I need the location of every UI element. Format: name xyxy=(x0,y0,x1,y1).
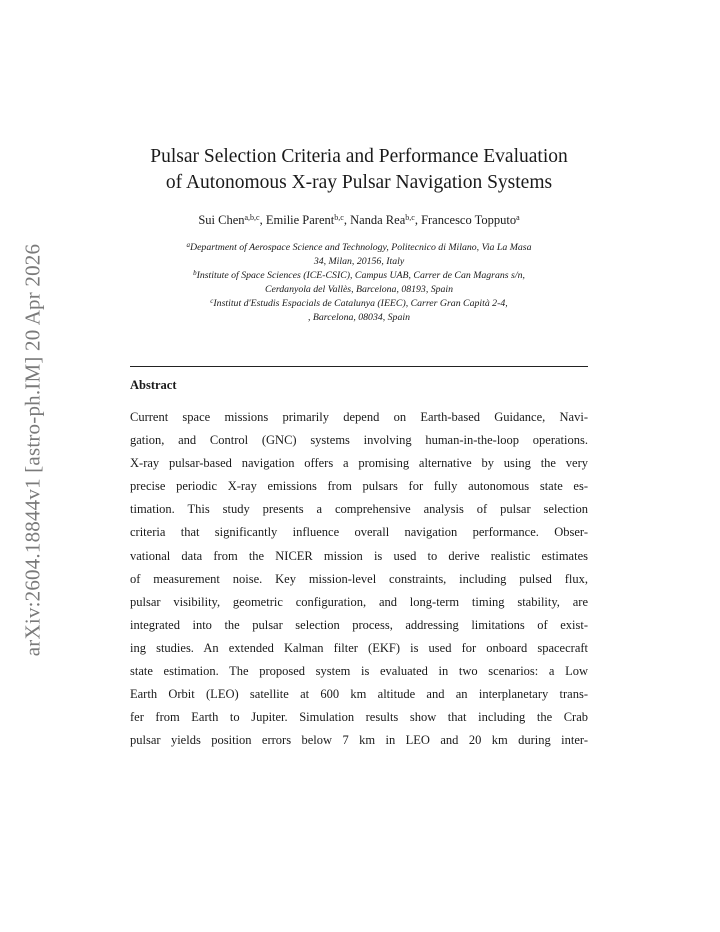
abstract-line: of measurement noise. Key mission-level constraints, including pulsed flux, xyxy=(130,571,588,586)
abstract-line: pulsar visibility, geometric configuration, and long-term timing stability, are xyxy=(130,594,588,609)
abstract-line: integrated into the pulsar selection process, addressing limitations of exist- xyxy=(130,617,588,632)
author: Sui Chen$^{a,b,c}$, xyxy=(198,213,266,227)
abstract-line: ing studies. An extended Kalman filter (EKF) is used for onboard spacecraft xyxy=(130,640,588,655)
author: Nanda Rea$^{b,c}$, xyxy=(350,213,422,227)
affiliation-b: $^b$Institute of Space Sciences (ICE-CSIC), Campus UAB, Carrer de Can Magrans s/n, xyxy=(193,269,525,281)
abstract-line: fer from Earth to Jupiter. Simulation results show that including the Crab xyxy=(130,710,588,725)
author-list xyxy=(130,213,588,228)
abstract-line: criteria that significantly influence overall navigation performance. Obser- xyxy=(130,525,588,540)
title-line-2: of Autonomous X-ray Pulsar Navigation Systems xyxy=(165,172,553,193)
abstract-line: X-ray pulsar-based navigation offers a promising alternative by using the very xyxy=(130,456,588,471)
abstract-heading: Abstract xyxy=(130,378,177,392)
abstract-line: timation. This study presents a comprehensive analysis of pulsar selection xyxy=(130,502,588,517)
affiliation-c-cont: , Barcelona, 08034, Spain xyxy=(308,312,410,323)
title-line-1: Pulsar Selection Criteria and Performance Evaluation xyxy=(150,146,568,167)
abstract-line: pulsar yields position errors below 7 km in LEO and 20 km during inter- xyxy=(130,733,588,748)
abstract-body xyxy=(130,406,588,752)
abstract-line: vational data from the NICER mission is used to derive realistic estimates xyxy=(130,548,588,563)
abstract-line: Earth Orbit (LEO) satellite at 600 km altitude and an interplanetary trans- xyxy=(130,687,588,702)
abstract-line: precise periodic X-ray emissions from pulsars for fully autonomous state es- xyxy=(130,479,588,494)
affiliations xyxy=(130,241,588,325)
affiliation-a-cont: 34, Milan, 20156, Italy xyxy=(313,256,405,267)
affiliation-c: $^c$Institut d'Estudis Espacials de Catalunya (IEEC), Carrer Gran Capità 2-4, xyxy=(210,297,508,309)
arxiv-identifier: arXiv:2604.18844v1 [astro-ph.IM] 20 Apr 2026 xyxy=(20,243,45,657)
affiliation-b-cont: Cerdanyola del Vallès, Barcelona, 08193, Spain xyxy=(264,284,454,295)
affiliation-a: $^a$Department of Aerospace Science and Technology, Politecnico di Milano, Via La Masa xyxy=(186,241,532,253)
abstract-line: Current space missions primarily depend on Earth-based Guidance, Navi- xyxy=(130,410,588,424)
author: Francesco Topputo$^a$ xyxy=(421,213,520,227)
abstract-line: gation, and Control (GNC) systems involving human-in-the-loop operations. xyxy=(130,433,588,448)
abstract-line: state estimation. The proposed system is evaluated in two scenarios: a Low xyxy=(130,664,588,679)
paper-title xyxy=(130,144,588,196)
author: Emilie Parent$^{b,c}$, xyxy=(265,213,351,227)
section-divider xyxy=(130,366,588,367)
